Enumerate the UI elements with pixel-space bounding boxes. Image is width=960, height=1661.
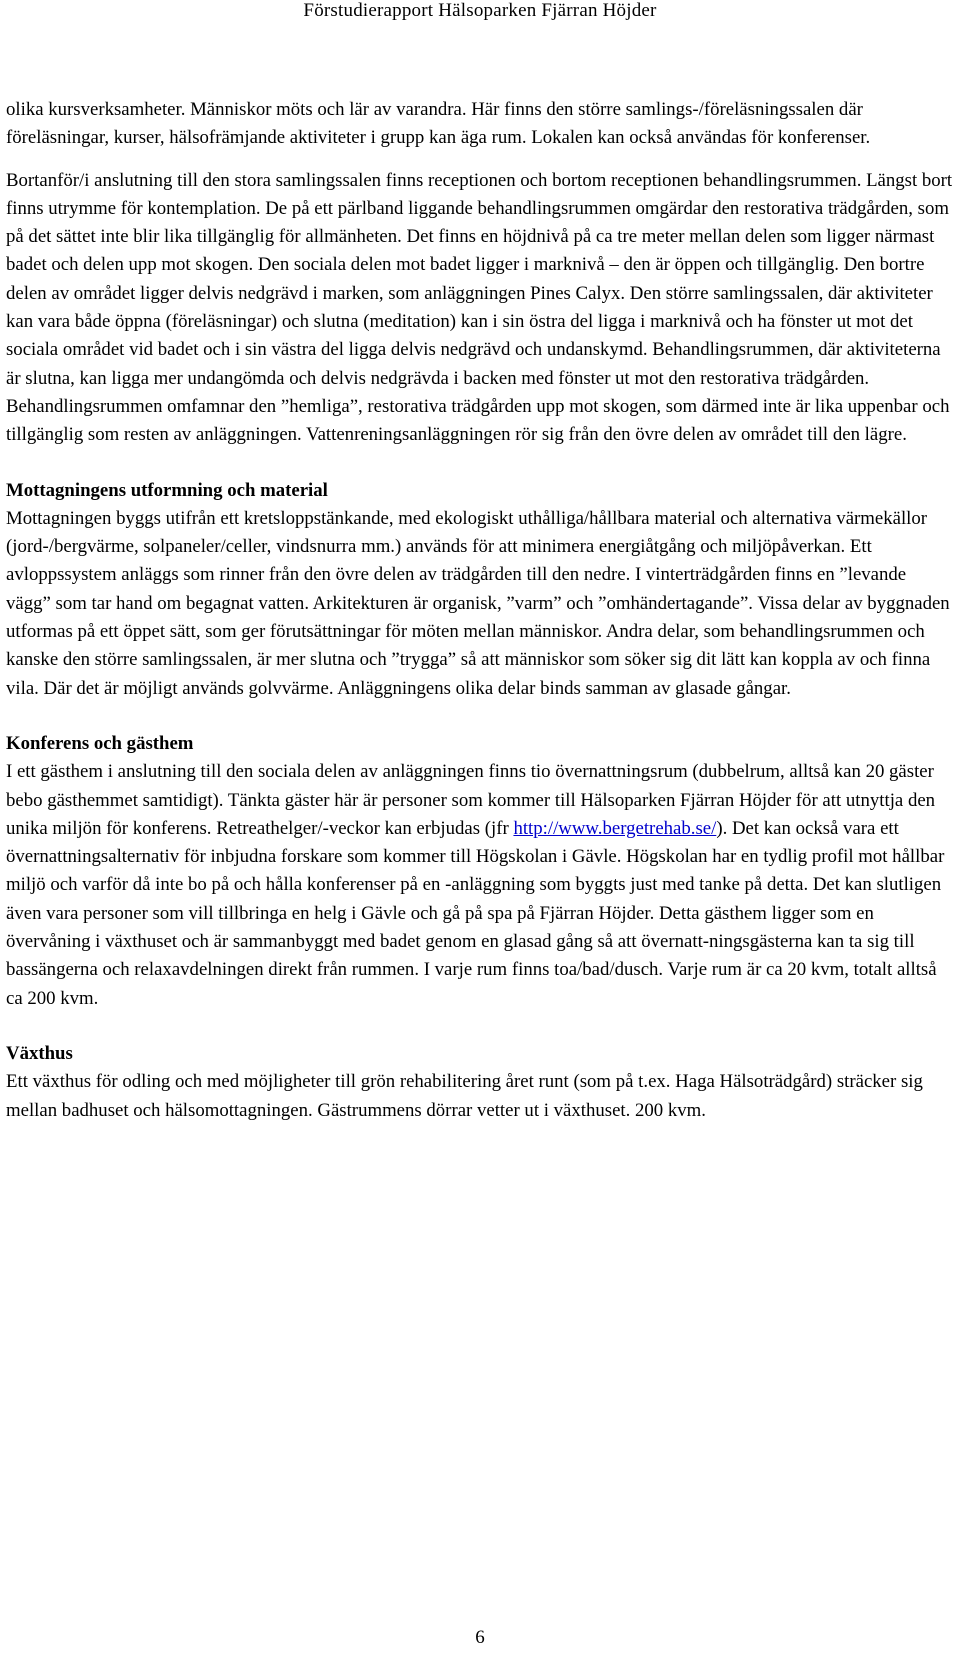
spacer [6, 703, 954, 730]
bergetrehab-link[interactable]: http://www.bergetrehab.se/ [513, 817, 717, 839]
spacer [6, 153, 954, 167]
section-heading-mottagning: Mottagningens utformning och material [6, 479, 328, 501]
konferens-text-part-2: ). Det kan också vara ett övernattningsalternativ för inbjudna forskare som kommer till Högskolan i Gävle. Högskolan har en tydlig profil mot hållbar miljö och varför då inte bo på och hålla konferenser på en -anläggning som byggts just med tanke på detta. Det kan slutligen även vara personer som vill tillbringa en helg i Gävle och gå på spa på Fjärran Höjder. Detta gästhem ligger som en övervåning i växthuset och är sammanbyggt med badet genom en glasad gång så att övernatt-ningsgästerna kan ta sig till bassängerna och relaxavdelningen direkt från rummen. I varje rum finns toa/bad/dusch. Varje rum är ca 20 kvm, totalt alltså ca 200 kvm. [6, 817, 945, 1009]
paragraph-intro-continued: olika kursverksamheter. Människor möts och lär av varandra. Här finns den större samlings-/föreläsningssalen där föreläsningar, kurser, hälsofrämjande aktiviteter i grupp kan äga rum. Lokalen kan också användas för konferenser. [6, 99, 871, 149]
spacer [6, 1013, 954, 1040]
section-body-vaxthus: Ett växthus för odling och med möjligheter till grön rehabilitering året runt (som på t.ex. Haga Hälsoträdgård) sträcker sig mellan badhuset och hälsomottagningen. Gästrummens dörrar vetter ut i växthuset. 200 kvm. [6, 1071, 923, 1121]
section-body-konferens [6, 758, 954, 1013]
konferens-text-part-1: I ett gästhem i anslutning till den sociala delen av anläggningen finns tio övernattningsrum (dubbelrum, alltså kan 20 gäster bebo gästhemmet samtidigt). Tänkta gäster här är personer som kommer till Hälsoparken Fjärran Höjder för att utnyttja den unika miljön för konferens. Retreathelger/-veckor kan erbjudas (jfr [6, 761, 936, 839]
running-header: Förstudierapport Hälsoparken Fjärran Höjder [303, 0, 657, 21]
section-body-mottagning: Mottagningen byggs utifrån ett kretsloppstänkande, med ekologiskt uthålliga/hållbara material och alternativa värmekällor (jord-/bergvärme, solpaneler/celler, vindsnurra mm.) används för att minimera energiåtgång och miljöpåverkan. Ett avloppssystem anläggs som rinner från den övre delen av trädgården till den nedre. I vinterträdgården finns en ”levande vägg” som tar hand om begagnat vatten. Arkitekturen är organisk, ”varm” och ”omhändertagande”. Vissa delar av byggnaden utformas på ett öppet sätt, som ger förutsättningar för möten mellan människor. Andra delar, som behandlingsrummen och kanske den större samlingssalen, är mer slutna och ”trygga” så att människor som söker sig dit lätt kan koppla av och finna vila. Där det är möjligt används golvvärme. Anläggningens olika delar binds samman av glasade gångar. [6, 507, 950, 699]
section-heading-konferens: Konferens och gästhem [6, 732, 194, 754]
document-body [6, 96, 954, 1125]
paragraph-layout-description: Bortanför/i anslutning till den stora samlingssalen finns receptionen och bortom receptionen behandlingsrummen. Längst bort finns utrymme för kontemplation. De på ett pärlband liggande behandlingsrummen omgärdar den restorativa trädgården, som på det sättet inte blir lika tillgänglig för allmänheten. Det finns en höjdnivå på ca tre meter mellan delen som ligger närmast badet och delen upp mot skogen. Den sociala delen mot badet ligger i marknivå – den är öppen och tillgänglig. Den bortre delen av området ligger delvis nedgrävd i marken, som anläggningen Pines Calyx. Den större samlingssalen, där aktiviteter kan vara både öppna (föreläsningar) och slutna (meditation) kan i sin östra del ligga i marknivå och ha fönster ut mot det sociala området vid badet och i sin västra del ligga delvis nedgrävd och undanskymd. Behandlingsrummen, där aktiviteterna är slutna, kan ligga mer undangömda och delvis nedgrävda i backen med fönster ut mot den restorativa trädgården. Behandlingsrummen omfamnar den ”hemliga”, restorativa trädgården upp mot skogen, som därmed inte är lika uppenbar och tillgänglig som resten av anläggningen. Vattenreningsanläggningen rör sig från den övre delen av området till den lägre. [6, 169, 953, 446]
section-heading-vaxthus: Växthus [6, 1042, 73, 1064]
spacer [6, 450, 954, 477]
page-number: 6 [475, 1627, 485, 1648]
